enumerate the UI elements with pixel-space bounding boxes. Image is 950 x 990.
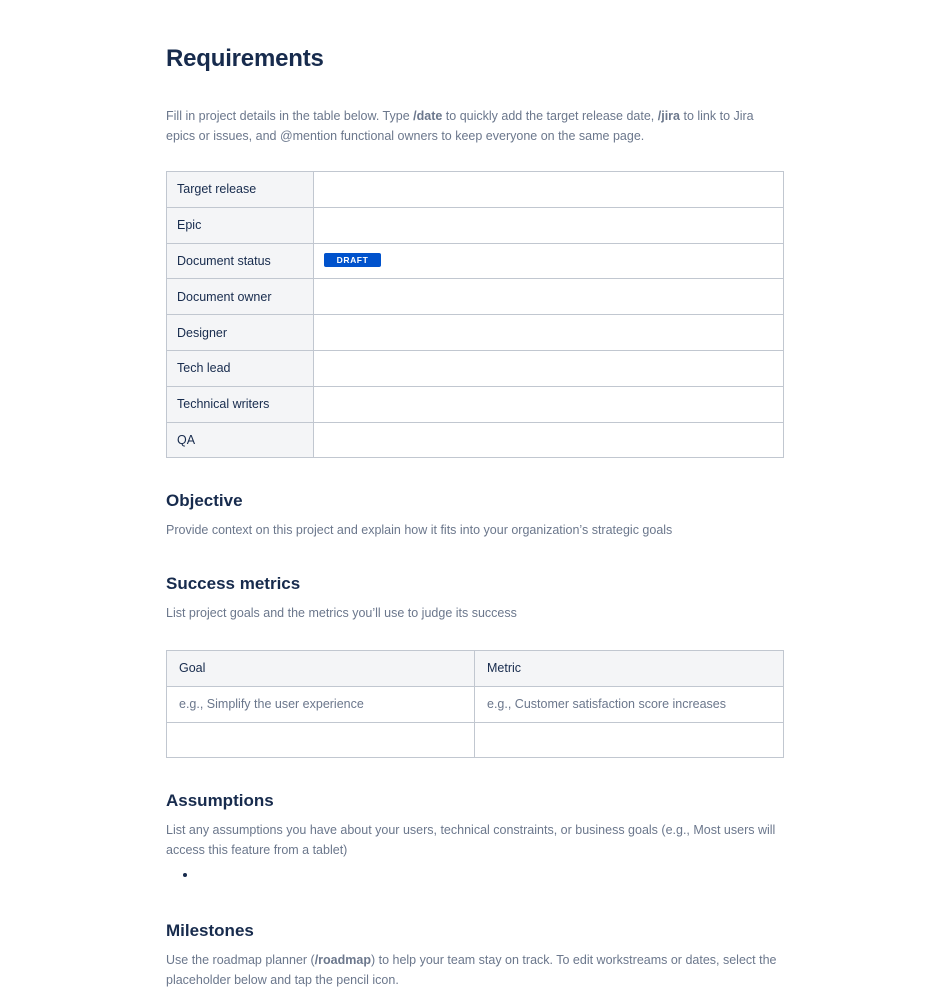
success-metrics-table	[166, 650, 784, 758]
table-row	[167, 422, 784, 458]
assumption-list-item[interactable]	[183, 873, 187, 877]
objective-text: Provide context on this project and explain how it fits into your organization’s strategic goals	[166, 523, 673, 537]
document-owner-cell[interactable]	[314, 279, 784, 315]
page-title: Requirements	[166, 45, 324, 72]
row-label-technical-writers: Technical writers	[167, 386, 314, 422]
table-row	[167, 207, 784, 243]
milestones-text-part2: ) to help your team stay on track. To edit workstreams or dates, select the placeholder below and tap the pencil icon.	[166, 953, 777, 987]
roadmap-command: /roadmap	[314, 953, 371, 967]
qa-cell[interactable]	[314, 422, 784, 458]
success-metrics-text: List project goals and the metrics you’ll use to judge its success	[166, 606, 517, 620]
date-command: /date	[413, 109, 443, 123]
table-row	[167, 315, 784, 351]
tech-lead-cell[interactable]	[314, 350, 784, 386]
intro-part2: to quickly add the target release date,	[442, 109, 658, 123]
assumptions-text: List any assumptions you have about your users, technical constraints, or business goals (e.g., Most users will access this feature from a tablet)	[166, 823, 776, 857]
column-header-goal: Goal	[167, 651, 475, 687]
table-row	[167, 279, 784, 315]
column-header-metric: Metric	[475, 651, 784, 687]
technical-writers-cell[interactable]	[314, 386, 784, 422]
row-label-target-release: Target release	[167, 172, 314, 208]
success-metrics-heading: Success metrics	[166, 574, 301, 593]
intro-part1: Fill in project details in the table below. Type	[166, 109, 414, 123]
goal-cell[interactable]	[167, 722, 475, 758]
table-header-row	[167, 651, 784, 687]
epic-cell[interactable]	[314, 207, 784, 243]
assumptions-heading: Assumptions	[166, 791, 274, 810]
row-label-document-owner: Document owner	[167, 279, 314, 315]
table-row	[167, 172, 784, 208]
table-row	[167, 686, 784, 722]
project-details-table	[166, 171, 784, 458]
intro-text	[166, 107, 784, 146]
metric-cell[interactable]: e.g., Customer satisfaction score increases	[475, 686, 784, 722]
row-label-epic: Epic	[167, 207, 314, 243]
objective-heading: Objective	[166, 491, 243, 510]
milestones-text	[166, 951, 784, 990]
table-row	[167, 350, 784, 386]
goal-cell[interactable]: e.g., Simplify the user experience	[167, 686, 475, 722]
row-label-document-status: Document status	[167, 243, 314, 279]
table-row	[167, 386, 784, 422]
milestones-heading: Milestones	[166, 921, 254, 940]
row-label-qa: QA	[167, 422, 314, 458]
designer-cell[interactable]	[314, 315, 784, 351]
row-label-designer: Designer	[167, 315, 314, 351]
milestones-text-part1: Use the roadmap planner (	[166, 953, 315, 967]
status-badge[interactable]: DRAFT	[324, 253, 381, 267]
target-release-cell[interactable]	[314, 172, 784, 208]
table-row	[167, 243, 784, 279]
intro-part3: to link to Jira epics or issues, and @mention functional owners to keep everyone on the same page.	[166, 109, 754, 143]
row-label-tech-lead: Tech lead	[167, 350, 314, 386]
jira-command: /jira	[657, 109, 680, 123]
table-row	[167, 722, 784, 758]
metric-cell[interactable]	[475, 722, 784, 758]
document-status-cell[interactable]	[314, 243, 784, 279]
